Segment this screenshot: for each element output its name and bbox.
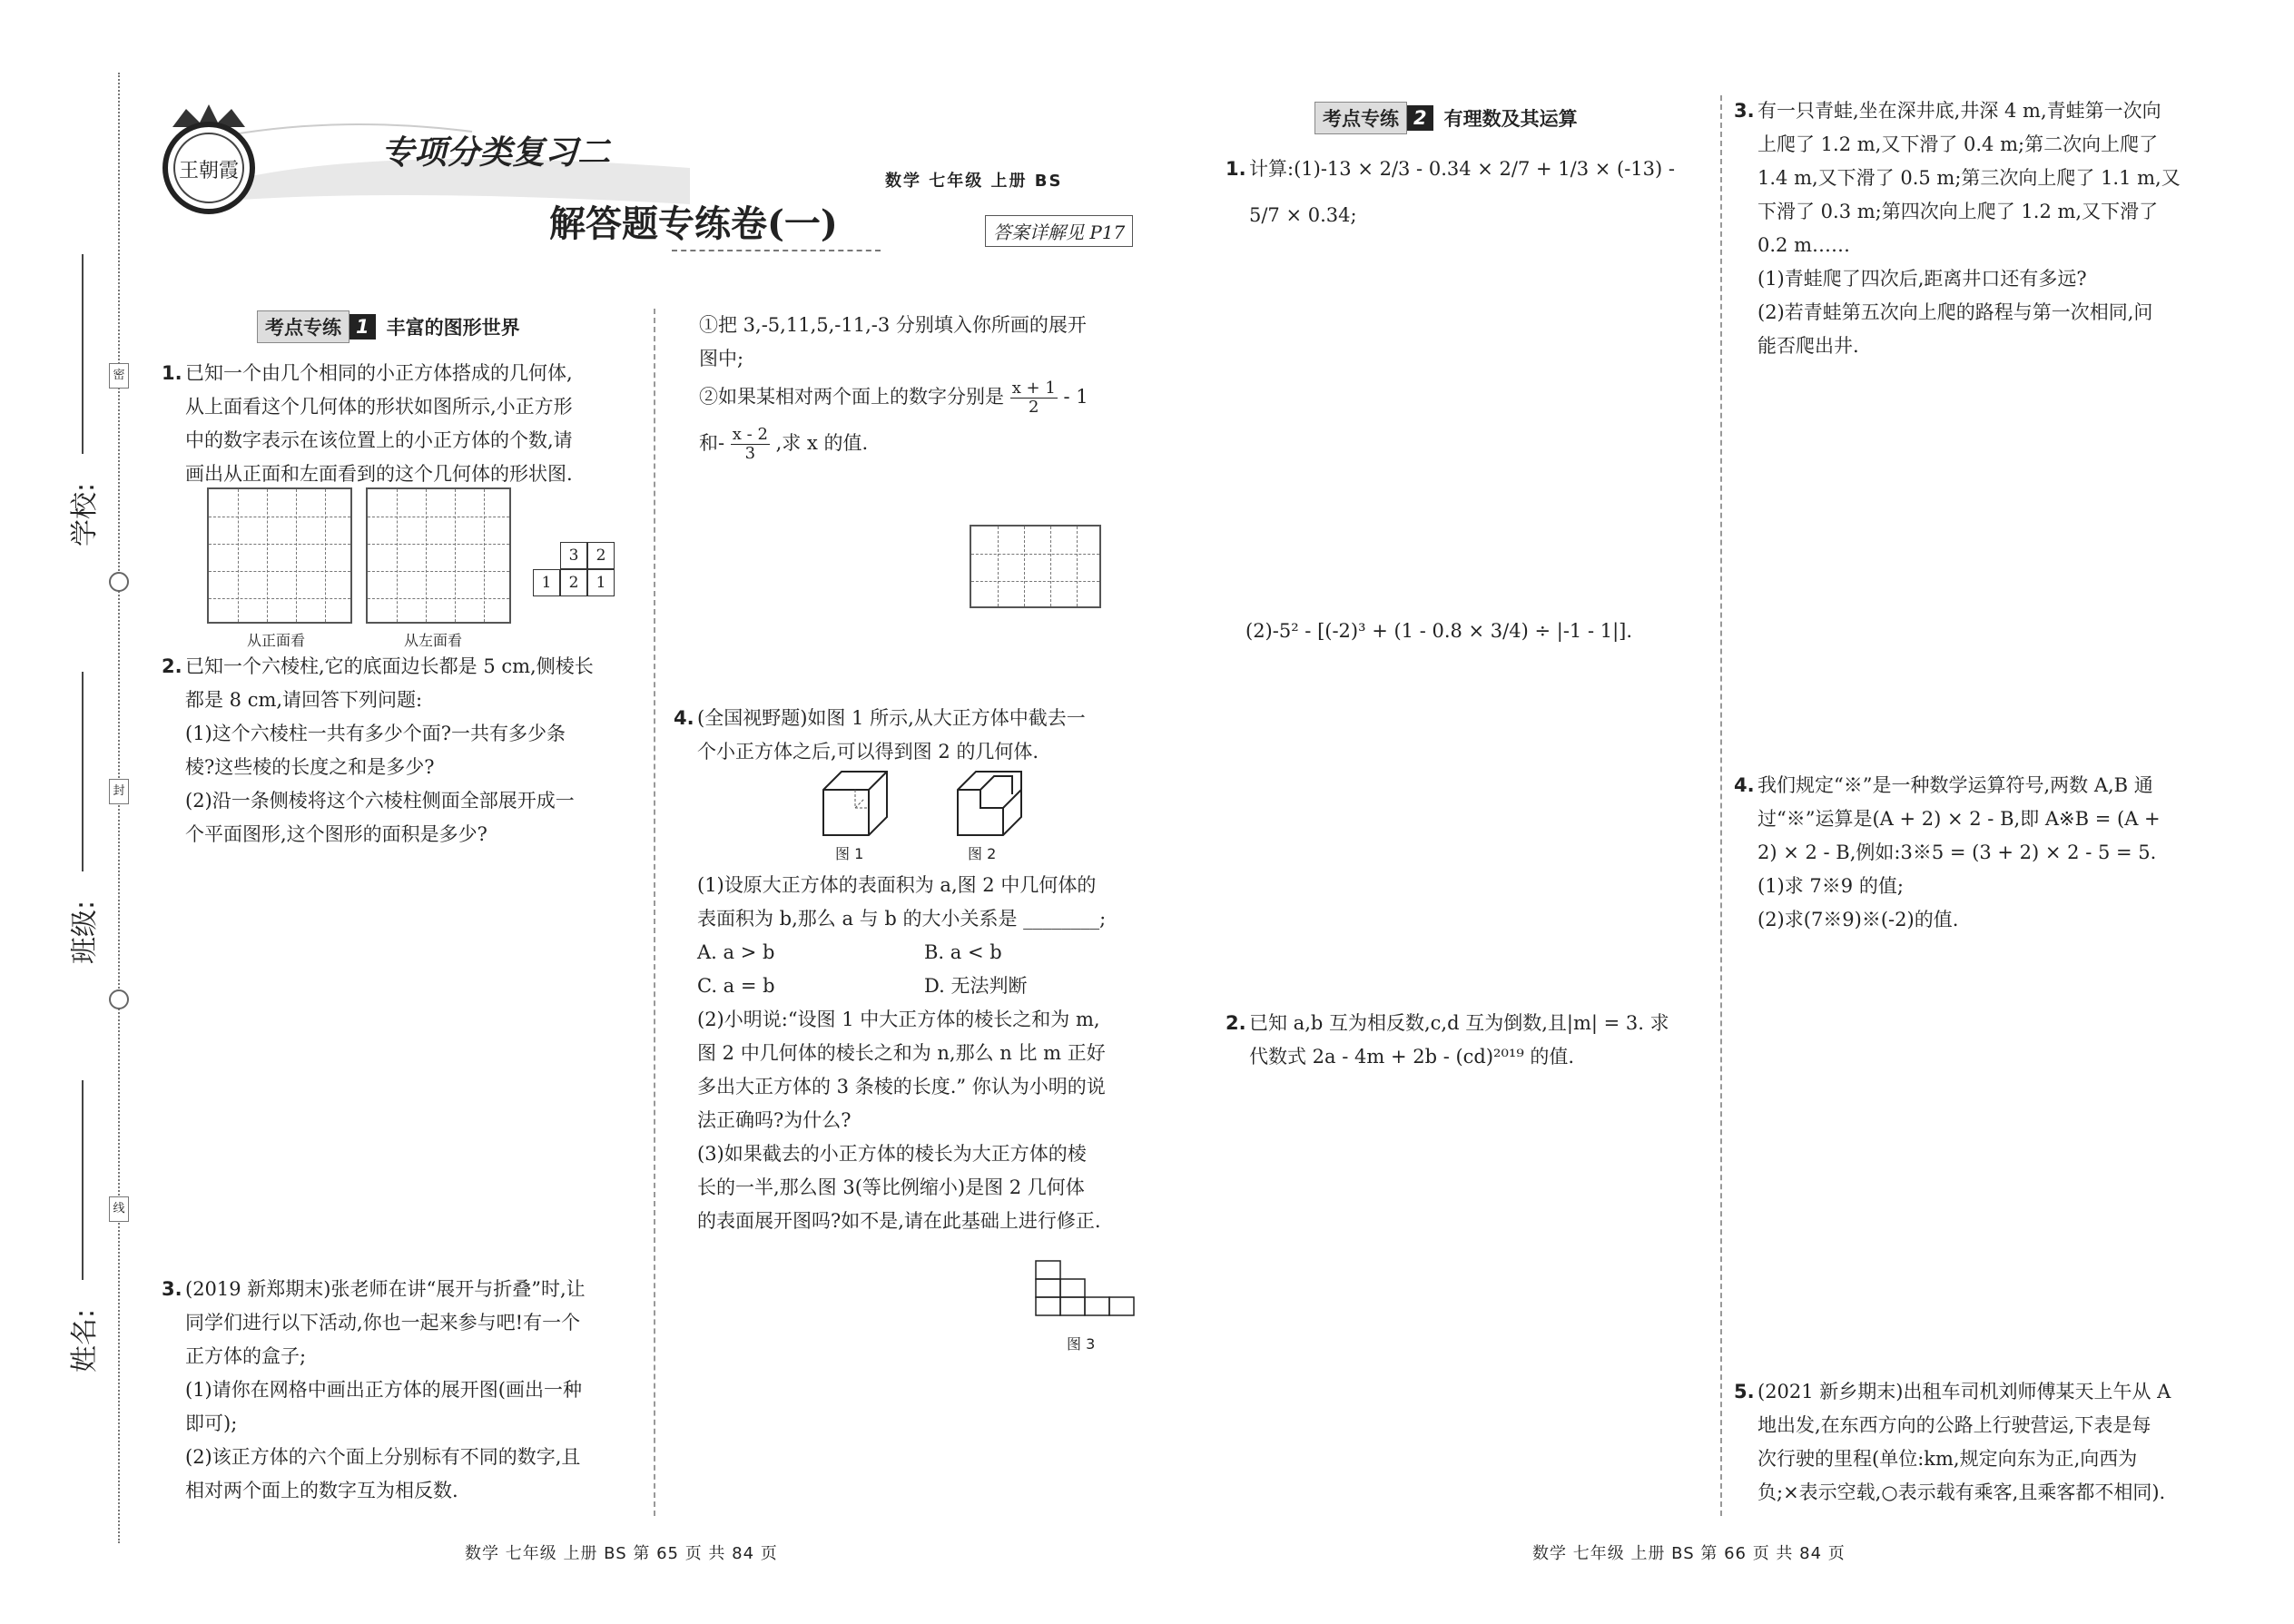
binder-hole-1 xyxy=(109,572,129,592)
school-field[interactable] xyxy=(54,254,109,545)
svg-text:王朝霞: 王朝霞 xyxy=(178,160,240,182)
s2-q1-part2: (2)-5² - [(-2)³ + (1 - 0.8 × 3/4) ÷ |-1 - 1|]. xyxy=(1245,620,1633,642)
figure-1-caption: 图 1 xyxy=(835,845,864,862)
column-divider-1 xyxy=(654,309,655,1516)
figure-3-net xyxy=(1035,1260,1137,1336)
seal-mark-2: 封 xyxy=(109,779,129,804)
s1-q3: 3. (2019 新郑期末)张老师在讲“展开与折叠”时,让 同学们进行以下活动,你也一起来参与吧!有一个 正方体的盒子; (1)请你在网格中画出正方体的展开图(画出一种 即可); (2)该正方体的六个面上分别标有不同的数字,且 相对两个面上的数字互为相反数. xyxy=(162,1278,586,1501)
fraction-2: $\frac{x - 2}{3}$ xyxy=(732,425,768,463)
section1-heading: 考点专练 1 丰富的图形世界 xyxy=(257,310,520,343)
name-field[interactable] xyxy=(54,1080,109,1371)
figure-3-caption: 图 3 xyxy=(1067,1335,1096,1353)
seal-mark-3: 线 xyxy=(109,1196,129,1222)
s2-q2: 2. 已知 a,b 互为相反数,c,d 互为倒数,且|m| = 3. 求 代数式 2a - 4m + 2b - (cd)²⁰¹⁹ 的值. xyxy=(1226,1012,1669,1068)
cut-cube-icon xyxy=(953,767,1026,840)
front-view-grid[interactable] xyxy=(207,487,352,624)
s1-q4: 4. (全国视野题)如图 1 所示,从大正方体中截去一 个小正方体之后,可以得到图 2 的几何体. xyxy=(674,707,1086,763)
series-title: 专项分类复习二 xyxy=(381,134,611,172)
option-d[interactable]: D. 无法判断 xyxy=(924,975,1028,997)
class-field[interactable] xyxy=(54,672,109,962)
title-underline xyxy=(672,250,881,251)
left-view-grid[interactable] xyxy=(366,487,511,624)
footer-left: 数学 七年级 上册 BS 第 65 页 共 84 页 xyxy=(465,1544,778,1563)
answer-ref: 答案详解见 P17 xyxy=(985,215,1133,247)
main-title: 解答题专练卷(一) xyxy=(549,202,838,245)
option-b[interactable]: B. a < b xyxy=(924,941,1002,963)
subject-line: 数学 七年级 上册 BS xyxy=(885,172,1063,191)
s2-q1: 1. 计算:(1)-13 × 2/3 - 0.34 × 2/7 + 1/3 × (-13) - 5/7 × 0.34; xyxy=(1226,158,1675,226)
s1-q3-continued: ①把 3,-5,11,5,-11,-3 分别填入你所画的展开 图中; ②如果某相对两个面上的数字分别是 $\frac{x + 1}{2}$ - 1 和- $\frac{x - 2}{3}$ ,求 x 的值. xyxy=(699,314,1088,463)
column-divider-2 xyxy=(1720,95,1722,1516)
page-gap xyxy=(1167,54,1185,1580)
name-label: 姓名: xyxy=(69,1308,101,1373)
figure-2-caption: 图 2 xyxy=(968,845,997,862)
net-drawing-grid[interactable] xyxy=(970,525,1101,608)
s2-q3: 3. 有一只青蛙,坐在深井底,井深 4 m,青蛙第一次向 上爬了 1.2 m,又下滑了 0.4 m;第二次向上爬了 1.4 m,又下滑了 0.5 m;第三次向上爬了 1.1 m,又 下滑了 0.3 m;第四次向上爬了 1.2 m,又下滑了 0.2 m…… (1)青蛙爬了四次后,距离井口还有多远? (2)若青蛙第五次向上爬的路程与第一次相同,问 能否爬出井. xyxy=(1734,100,2181,357)
crown-seal-icon xyxy=(154,100,263,218)
front-view-caption: 从正面看 xyxy=(247,632,306,649)
cube-icon xyxy=(819,767,891,840)
figure-2-cube xyxy=(953,767,1026,843)
option-a[interactable]: A. a > b xyxy=(697,941,775,963)
fraction-1: $\frac{x + 1}{2}$ xyxy=(1011,379,1056,417)
s2-q4: 4. 我们规定“※”是一种数学运算符号,两数 A,B 通 过“※”运算是(A + 2) × 2 - B,即 A※B = (A + 2) × 2 - B,例如:3※5 = (3 + 2) × 2 - 5 = 5. (1)求 7※9 的值; (2)求(7※9)※(-2)的值. xyxy=(1734,774,2161,930)
net-icon xyxy=(1035,1260,1137,1333)
left-view-caption: 从左面看 xyxy=(404,632,463,649)
school-label: 学校: xyxy=(69,482,101,546)
s1-q1: 1. 已知一个由几个相同的小正方体搭成的几何体, 从上面看这个几何体的形状如图所示,小正方形 中的数字表示在该位置上的小正方体的个数,请 画出从正面和左面看到的这个几何体的形状图. xyxy=(162,362,573,485)
publisher-logo xyxy=(154,100,263,218)
top-view-diagram: 3 2 1 2 1 xyxy=(533,542,615,598)
figure-1-cube xyxy=(819,767,891,843)
option-c[interactable]: C. a = b xyxy=(697,975,775,997)
section2-heading: 考点专练 2 有理数及其运算 xyxy=(1314,102,1578,134)
s1-q2: 2. 已知一个六棱柱,它的底面边长都是 5 cm,侧棱长 都是 8 cm,请回答下列问题: (1)这个六棱柱一共有多少个面?一共有多少条 棱?这些棱的长度之和是多少? (2)沿一条侧棱将这个六棱柱侧面全部展开成一 个平面图形,这个图形的面积是多少? xyxy=(162,655,594,845)
binder-hole-2 xyxy=(109,989,129,1009)
seal-mark-1: 密 xyxy=(109,363,129,389)
s2-q5: 5. (2021 新乡期末)出租车司机刘师傅某天上午从 A 地出发,在东西方向的公路上行驶营运,下表是每 次行驶的里程(单位:km,规定向东为正,向西为 负;×表示空载,○表示载有乘客,且乘客都不相同). xyxy=(1734,1381,2171,1503)
s1-q4-part1: (1)设原大正方体的表面积为 a,图 2 中几何体的 表面积为 b,那么 a 与 b 的大小关系是 ________; A. a > b B. a < b C. a = b D. 无法判断 (2)小明说:“设图 1 中大正方体的棱长之和为 m, 图 2 中几何体的棱长之和为 n,那么 n 比 m 正好 多出大正方体的 3 条棱的长度.” 你认为小明的说 法正确吗?为什么? (3)如果截去的小正方体的棱长为大正方体的棱 长的一半,那么图 3(等比例缩小)是图 2 几何体 的表面展开图吗?如不是,请在此基础上进行修正. xyxy=(697,874,1107,1232)
binding-line xyxy=(118,73,120,1543)
class-label: 班级: xyxy=(69,900,101,964)
footer-right: 数学 七年级 上册 BS 第 66 页 共 84 页 xyxy=(1532,1544,1846,1563)
